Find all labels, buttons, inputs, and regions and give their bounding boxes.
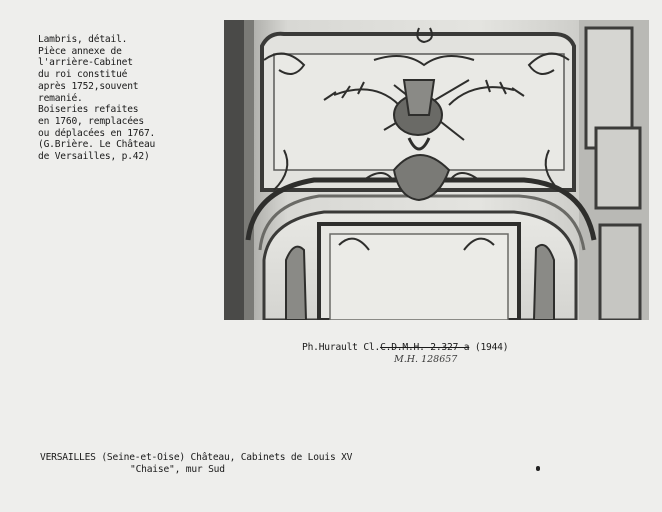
credit-struck-reference: C.D.M.H. 2.327 a [380, 342, 470, 353]
description-line: de Versailles, p.42) [38, 151, 150, 163]
description-line: Pièce annexe de [38, 45, 122, 57]
credit-year: (1944) [469, 342, 509, 353]
caption-line-1: VERSAILLES (Seine-et-Oise) Château, Cabinets de Louis XV [40, 452, 353, 463]
photo-credit [302, 342, 508, 353]
description-line: Boiseries refaites [38, 104, 139, 116]
description-line: Lambris, détail. [38, 34, 128, 45]
description-line: en 1760, remplacées [38, 115, 144, 127]
credit-prefix: Ph.Hurault Cl. [302, 342, 381, 353]
description-line: remanié. [38, 92, 83, 104]
caption-line-2: "Chaise", mur Sud [130, 463, 225, 475]
description-line: après 1752,souvent [38, 80, 139, 92]
description-block [38, 34, 218, 163]
caption-block [40, 452, 352, 475]
description-line: du roi constitué [38, 69, 128, 81]
handwritten-reference: M.H. 128657 [394, 354, 458, 365]
description-line: l'arrière-Cabinet [38, 57, 133, 69]
description-line: ou déplacées en 1767. [38, 127, 156, 139]
ink-dot [536, 466, 540, 471]
description-line: (G.Brière. Le Château [38, 139, 156, 151]
photograph-wall-panel [224, 20, 649, 320]
